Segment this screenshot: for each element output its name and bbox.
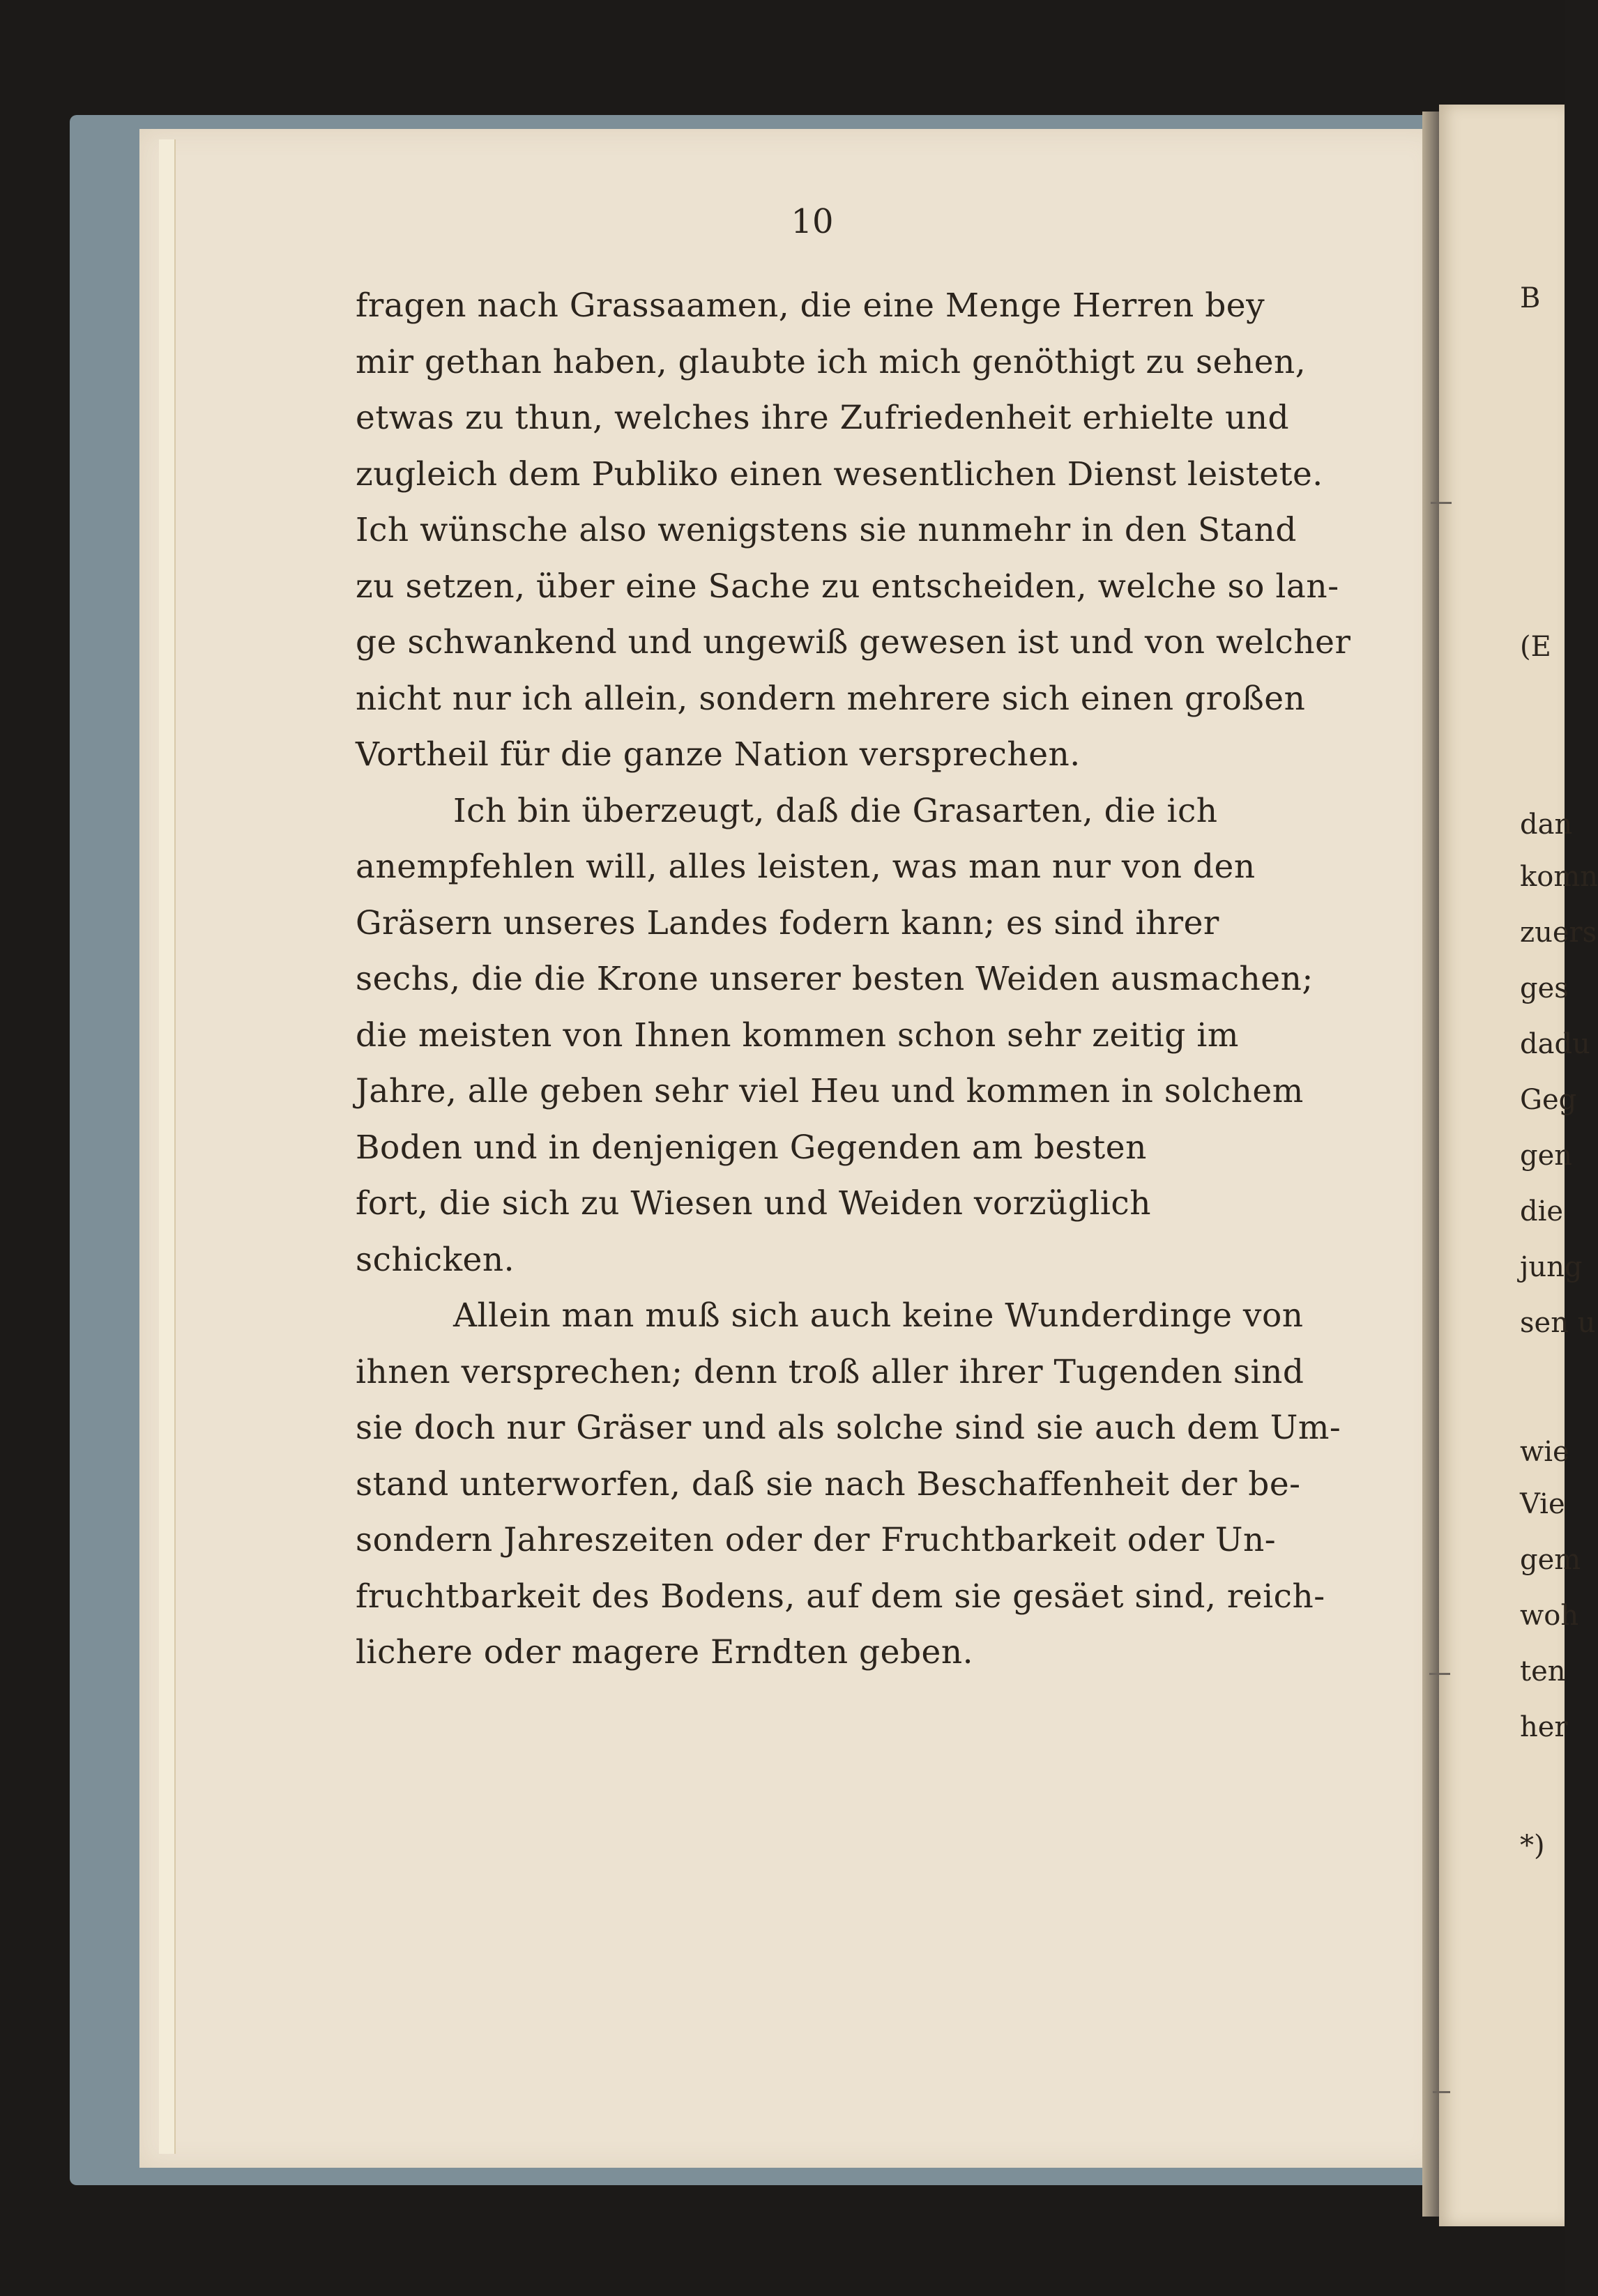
text-line: nicht nur ich allein, sondern mehrere sich einen großen — [356, 679, 1306, 718]
text-line: lichere oder magere Erndten geben. — [356, 1633, 974, 1671]
text-line: sondern Jahreszeiten oder der Fruchtbarkeit oder Un- — [356, 1521, 1277, 1559]
text-line: sechs, die die Krone unserer besten Weiden ausmachen; — [356, 960, 1314, 998]
right-page-fragment: sen u — [1520, 1307, 1596, 1339]
text-line: fragen nach Grassaamen, die eine Menge Herren bey — [356, 286, 1265, 325]
text-line: mir gethan haben, glaubte ich mich genöthigt zu sehen, — [356, 342, 1307, 381]
right-page-fragment: jung — [1520, 1251, 1583, 1283]
right-page-fragment: die — [1520, 1195, 1564, 1227]
right-page-fragment: gen — [1520, 1140, 1573, 1172]
right-page-fragment: gem — [1520, 1544, 1581, 1576]
text-line: Boden und in denjenigen Gegenden am besten — [356, 1128, 1147, 1167]
text-line: Allein man muß sich auch keine Wunderdinge von — [453, 1296, 1304, 1335]
right-page-fragment: Geg — [1520, 1084, 1577, 1116]
right-page-fragment: ges — [1520, 972, 1569, 1004]
right-page-fragment: (E — [1520, 631, 1551, 663]
text-line: zu setzen, über eine Sache zu entscheiden, welche so lan- — [356, 567, 1339, 606]
right-page-fragment: wie — [1520, 1436, 1569, 1468]
text-line: die meisten von Ihnen kommen schon sehr zeitig im — [356, 1016, 1239, 1055]
scan-mark — [1429, 1673, 1450, 1675]
right-page-fragment: Vie — [1520, 1488, 1565, 1520]
right-page-fragment: zuers — [1520, 917, 1597, 949]
text-line: anempfehlen will, alles leisten, was man nur von den — [356, 848, 1256, 886]
text-line: ge schwankend und ungewiß gewesen ist und von welcher — [356, 623, 1351, 661]
scan-mark — [1433, 2091, 1450, 2093]
text-line: Vortheil für die ganze Nation versprechen. — [356, 735, 1081, 774]
text-line: Ich bin überzeugt, daß die Grasarten, die ich — [453, 791, 1218, 830]
text-line: Jahre, alle geben sehr viel Heu und kommen in solchem — [356, 1072, 1304, 1110]
right-page-fragment: dan — [1520, 809, 1573, 841]
text-line: schicken. — [356, 1240, 515, 1279]
right-page-fragment: her — [1520, 1711, 1568, 1743]
right-page-fragment: B — [1520, 282, 1541, 314]
right-page-fragment: *) — [1520, 1830, 1545, 1862]
text-line: stand unterworfen, daß sie nach Beschaffenheit der be- — [356, 1464, 1301, 1503]
text-line: etwas zu thun, welches ihre Zufriedenheit erhielte und — [356, 399, 1290, 437]
text-line: sie doch nur Gräser und als solche sind sie auch dem Um- — [356, 1409, 1341, 1447]
text-line: Gräsern unseres Landes fodern kann; es sind ihrer — [356, 903, 1219, 942]
right-page-fragment: woh — [1520, 1600, 1579, 1632]
text-line: fort, die sich zu Wiesen und Weiden vorzüglich — [356, 1184, 1152, 1223]
right-page-fragment: ten — [1520, 1655, 1566, 1687]
right-page-fragment: dadu — [1520, 1028, 1590, 1060]
right-page-fragment: komn — [1520, 861, 1598, 893]
text-line: zugleich dem Publiko einen wesentlichen Dienst leistete. — [356, 454, 1323, 493]
page-number: 10 — [791, 202, 834, 241]
text-line: fruchtbarkeit des Bodens, auf dem sie gesäet sind, reich- — [356, 1577, 1325, 1616]
scan-mark — [1431, 502, 1452, 504]
text-line: Ich wünsche also wenigstens sie nunmehr in den Stand — [356, 511, 1297, 549]
text-line: ihnen versprechen; denn troß aller ihrer Tugenden sind — [356, 1352, 1304, 1391]
